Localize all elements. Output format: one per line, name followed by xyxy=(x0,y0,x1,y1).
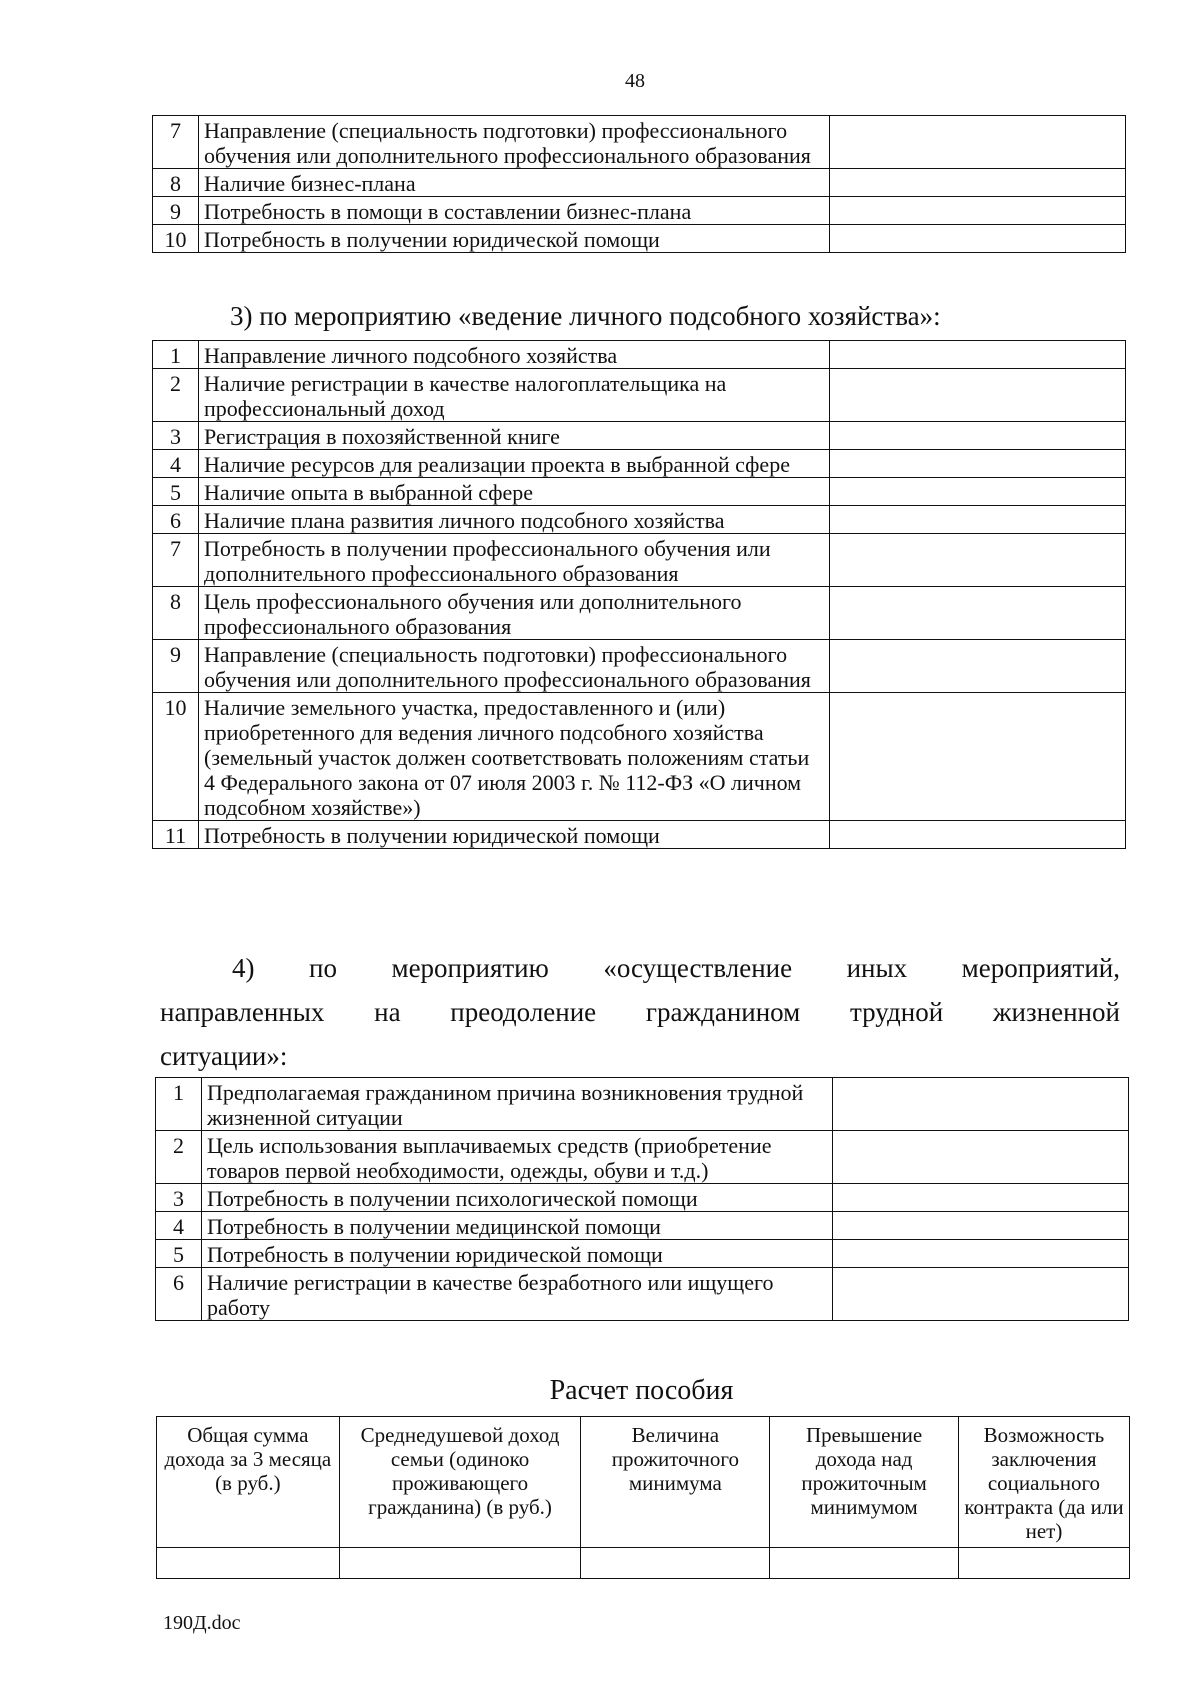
row-answer-field[interactable] xyxy=(833,1184,1129,1212)
row-answer-field[interactable] xyxy=(830,116,1126,169)
heading-word: иных xyxy=(846,953,908,983)
questionnaire-table-other-measures xyxy=(155,1077,1129,1321)
row-answer-field[interactable] xyxy=(830,506,1126,534)
row-question: Потребность в получении юридической помощи xyxy=(199,821,830,849)
row-question: Цель профессионального обучения или дополнительного профессионального образования xyxy=(199,587,830,640)
section-4-line-3: ситуации»: xyxy=(160,1041,288,1071)
heading-word: мероприятий, xyxy=(961,953,1120,983)
row-question: Предполагаемая гражданином причина возникновения трудной жизненной ситуации xyxy=(202,1078,833,1131)
calc-header-cell: Величина прожиточного минимума xyxy=(581,1417,770,1548)
table-row xyxy=(156,1268,1129,1321)
row-number: 5 xyxy=(153,478,199,506)
row-answer-field[interactable] xyxy=(830,821,1126,849)
row-question: Потребность в получении психологической помощи xyxy=(202,1184,833,1212)
calc-value-field[interactable] xyxy=(157,1548,340,1579)
table-row xyxy=(156,1240,1129,1268)
table-row xyxy=(153,341,1126,369)
row-question: Наличие регистрации в качестве безработного или ищущего работу xyxy=(202,1268,833,1321)
row-answer-field[interactable] xyxy=(833,1240,1129,1268)
calc-header-cell: Возможность заключения социального контракта (да или нет) xyxy=(958,1417,1129,1548)
row-number: 2 xyxy=(156,1131,202,1184)
row-number: 9 xyxy=(153,197,199,225)
row-answer-field[interactable] xyxy=(830,450,1126,478)
row-number: 4 xyxy=(153,450,199,478)
calc-value-field[interactable] xyxy=(770,1548,959,1579)
row-number: 8 xyxy=(153,587,199,640)
table-row xyxy=(153,821,1126,849)
row-question: Наличие ресурсов для реализации проекта в выбранной сфере xyxy=(199,450,830,478)
row-number: 3 xyxy=(156,1184,202,1212)
row-answer-field[interactable] xyxy=(830,693,1126,821)
row-number: 6 xyxy=(153,506,199,534)
table-row xyxy=(153,693,1126,821)
heading-word: на xyxy=(374,997,401,1027)
table-row xyxy=(153,116,1126,169)
heading-word: трудной xyxy=(849,997,944,1027)
row-number: 10 xyxy=(153,693,199,821)
table-row xyxy=(156,1131,1129,1184)
heading-word: направленных xyxy=(160,997,325,1027)
calc-header-cell: Среднедушевой доход семьи (одиноко проживающего гражданина) (в руб.) xyxy=(339,1417,581,1548)
row-answer-field[interactable] xyxy=(830,341,1126,369)
heading-word: преодоление xyxy=(450,997,597,1027)
table-row xyxy=(153,534,1126,587)
row-question: Наличие бизнес-плана xyxy=(199,169,830,197)
table-row xyxy=(153,422,1126,450)
table-row xyxy=(153,197,1126,225)
row-answer-field[interactable] xyxy=(830,587,1126,640)
row-number: 1 xyxy=(153,341,199,369)
table-row xyxy=(156,1184,1129,1212)
row-question: Наличие опыта в выбранной сфере xyxy=(199,478,830,506)
row-answer-field[interactable] xyxy=(830,197,1126,225)
row-question: Потребность в получении профессионального обучения или дополнительного профессионального образования xyxy=(199,534,830,587)
page-number: 48 xyxy=(625,70,645,92)
row-answer-field[interactable] xyxy=(833,1268,1129,1321)
heading-word: гражданином xyxy=(645,997,801,1027)
row-number: 9 xyxy=(153,640,199,693)
row-number: 1 xyxy=(156,1078,202,1131)
row-answer-field[interactable] xyxy=(830,169,1126,197)
row-answer-field[interactable] xyxy=(830,478,1126,506)
row-number: 2 xyxy=(153,369,199,422)
calc-value-field[interactable] xyxy=(339,1548,581,1579)
questionnaire-table-business xyxy=(152,115,1126,253)
section-4-line-1 xyxy=(160,946,1120,990)
heading-word: жизненной xyxy=(992,997,1120,1027)
heading-word: по xyxy=(309,953,337,983)
table-row xyxy=(153,225,1126,253)
row-number: 8 xyxy=(153,169,199,197)
benefit-calculation-table xyxy=(156,1416,1130,1579)
calc-title: Расчет пособия xyxy=(549,1375,734,1406)
calc-header-cell: Превышение дохода над прожиточным минимумом xyxy=(770,1417,959,1548)
row-question: Направление (специальность подготовки) профессионального обучения или дополнительного профессионального образования xyxy=(199,640,830,693)
row-answer-field[interactable] xyxy=(833,1212,1129,1240)
calc-header-cell: Общая сумма дохода за 3 месяца (в руб.) xyxy=(157,1417,340,1548)
row-number: 10 xyxy=(153,225,199,253)
row-answer-field[interactable] xyxy=(830,369,1126,422)
row-question: Потребность в получении юридической помощи xyxy=(199,225,830,253)
row-question: Наличие плана развития личного подсобного хозяйства xyxy=(199,506,830,534)
section-4-heading xyxy=(160,946,1120,1078)
table-row xyxy=(153,506,1126,534)
heading-word: мероприятию xyxy=(391,953,549,983)
row-number: 7 xyxy=(153,116,199,169)
row-answer-field[interactable] xyxy=(830,225,1126,253)
calc-value-field[interactable] xyxy=(581,1548,770,1579)
row-question: Регистрация в похозяйственной книге xyxy=(199,422,830,450)
row-question: Потребность в получении юридической помощи xyxy=(202,1240,833,1268)
row-number: 4 xyxy=(156,1212,202,1240)
row-question: Цель использования выплачиваемых средств (приобретение товаров первой необходимости, одежды, обуви и т.д.) xyxy=(202,1131,833,1184)
row-number: 11 xyxy=(153,821,199,849)
row-answer-field[interactable] xyxy=(833,1078,1129,1131)
row-question: Потребность в помощи в составлении бизнес-плана xyxy=(199,197,830,225)
row-answer-field[interactable] xyxy=(830,640,1126,693)
row-number: 3 xyxy=(153,422,199,450)
table-row xyxy=(156,1212,1129,1240)
row-question: Направление личного подсобного хозяйства xyxy=(199,341,830,369)
questionnaire-table-household xyxy=(152,340,1126,849)
table-row xyxy=(153,587,1126,640)
footer-filename: 190Д.doc xyxy=(163,1612,241,1634)
row-question: Наличие регистрации в качестве налогоплательщика на профессиональный доход xyxy=(199,369,830,422)
calc-value-field[interactable] xyxy=(958,1548,1129,1579)
heading-word: «осуществление xyxy=(603,953,793,983)
row-answer-field[interactable] xyxy=(830,534,1126,587)
heading-word: 4) xyxy=(232,953,255,983)
table-row xyxy=(153,640,1126,693)
row-number: 5 xyxy=(156,1240,202,1268)
row-answer-field[interactable] xyxy=(830,422,1126,450)
section-3-heading: 3) по мероприятию «ведение личного подсобного хозяйства»: xyxy=(230,301,941,331)
section-4-line-2 xyxy=(160,990,1120,1034)
table-row xyxy=(156,1078,1129,1131)
row-number: 6 xyxy=(156,1268,202,1321)
table-row xyxy=(153,478,1126,506)
row-number: 7 xyxy=(153,534,199,587)
table-row xyxy=(153,169,1126,197)
table-row xyxy=(153,369,1126,422)
row-question: Наличие земельного участка, предоставленного и (или) приобретенного для ведения личного подсобного хозяйства (земельный участок должен соответствовать положениям статьи 4 Федерального закона от 07 июля 2003 г. № 112-ФЗ «О личном подсобном хозяйстве») xyxy=(199,693,830,821)
row-question: Направление (специальность подготовки) профессионального обучения или дополнительного профессионального образования xyxy=(199,116,830,169)
row-question: Потребность в получении медицинской помощи xyxy=(202,1212,833,1240)
row-answer-field[interactable] xyxy=(833,1131,1129,1184)
table-row xyxy=(153,450,1126,478)
